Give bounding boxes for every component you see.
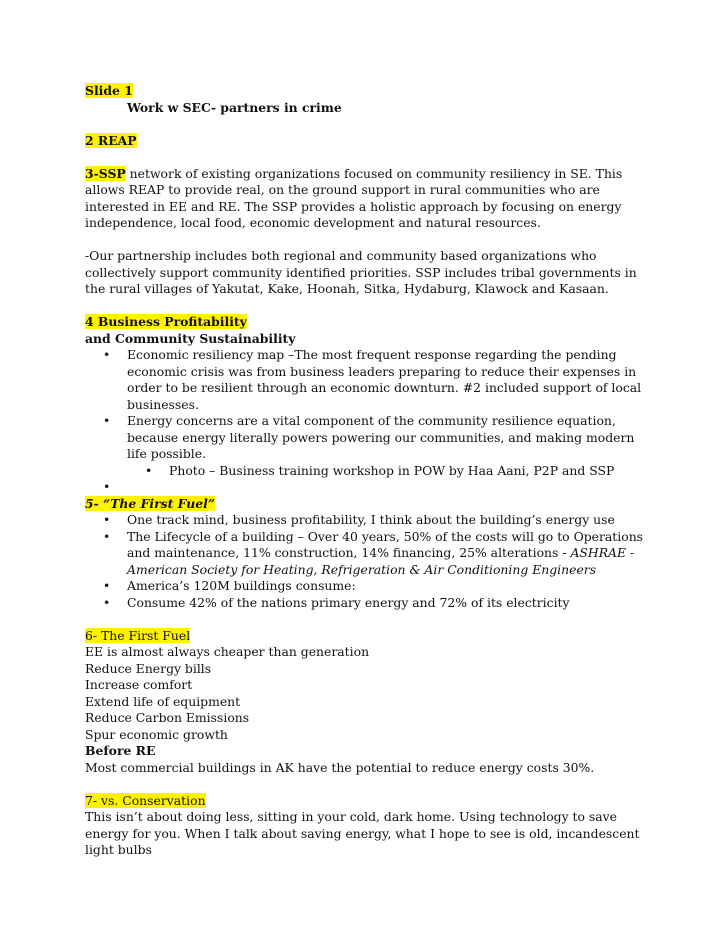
ssp-partnership-paragraph: -Our partnership includes both regional and community based organizations who collectively support community identified priorities. SSP includes tribal governments in the rural villages of Yakutat, Kake, Hoonah, Sitka, Hydaburg, Klawock and Kasaan. (85, 248, 637, 296)
first-fuel-6-line: Extend life of equipment (85, 693, 241, 709)
list-item: • The Lifecycle of a building – Over 40 years, 50% of the costs will go to Operations and maintenance, 11% construction, 14% financing, 25% alterations - ASHRAE - American Society for Heating, Refrigeration & Air Conditioning Engineers (103, 528, 644, 577)
first-fuel-6-line: Reduce Energy bills (85, 660, 212, 676)
ssp-heading: 3-SSP (85, 165, 126, 181)
first-fuel-6-line: Reduce Carbon Emissions (85, 710, 250, 725)
slide1-heading: Slide 1 (85, 83, 133, 98)
first-fuel-6-line: Increase comfort (85, 677, 193, 692)
list-item: • Economic resiliency map –The most frequent response regarding the pending economic crisis was from business leaders preparing to reduce their expenses in order to be resilient through an economic downturn. #2 included support of local businesses. (103, 347, 642, 412)
list-item: • One track mind, business profitability, I think about the building’s energy use (103, 512, 615, 527)
first-fuel-heading: 5- “The First Fuel” (85, 495, 215, 511)
business-empty-bullet-list (85, 479, 645, 496)
first-fuel-6-line: Spur economic growth (85, 726, 228, 742)
list-item: • America’s 120M buildings consume: (103, 578, 356, 593)
slide1-subtitle: Work w SEC- partners in crime (127, 99, 342, 115)
business-heading: 4 Business Profitability (85, 314, 247, 329)
ssp-paragraph: 3-SSP network of existing organizations focused on community resiliency in SE. This allows REAP to provide real, on the ground support in rural communities who are interested in EE and RE. The SSP provides a holistic approach by focusing on energy independence, local food, economic development and natural resources. (85, 165, 623, 230)
list-item: • Energy concerns are a vital component of the community resilience equation, because energy literally powers powering our communities, and making modern life possible. (103, 413, 635, 461)
business-sub-bullet-list (85, 463, 645, 480)
conservation-heading: 7- vs. Conservation (85, 792, 206, 808)
list-item: • Photo – Business training workshop in POW by Haa Aani, P2P and SSP (145, 462, 615, 478)
conservation-paragraph: This isn’t about doing less, sitting in your cold, dark home. Using technology to save energy for you. When I talk about saving energy, what I hope to see is old, incandescent light bulbs (85, 809, 640, 857)
business-bullet-list (85, 347, 645, 463)
first-fuel-bullet-list (85, 512, 645, 611)
first-fuel-6-closing: Most commercial buildings in AK have the potential to reduce energy costs 30%. (85, 759, 595, 775)
list-item: • (103, 479, 111, 494)
reap-heading: 2 REAP (85, 132, 137, 148)
business-subheading: and Community Sustainability (85, 330, 296, 346)
before-re-label: Before RE (85, 743, 156, 758)
list-item: • Consume 42% of the nations primary energy and 72% of its electricity (103, 594, 570, 610)
first-fuel-6-line: EE is almost always cheaper than generation (85, 644, 370, 659)
first-fuel-6-heading: 6- The First Fuel (85, 627, 191, 643)
document-page (85, 83, 645, 859)
